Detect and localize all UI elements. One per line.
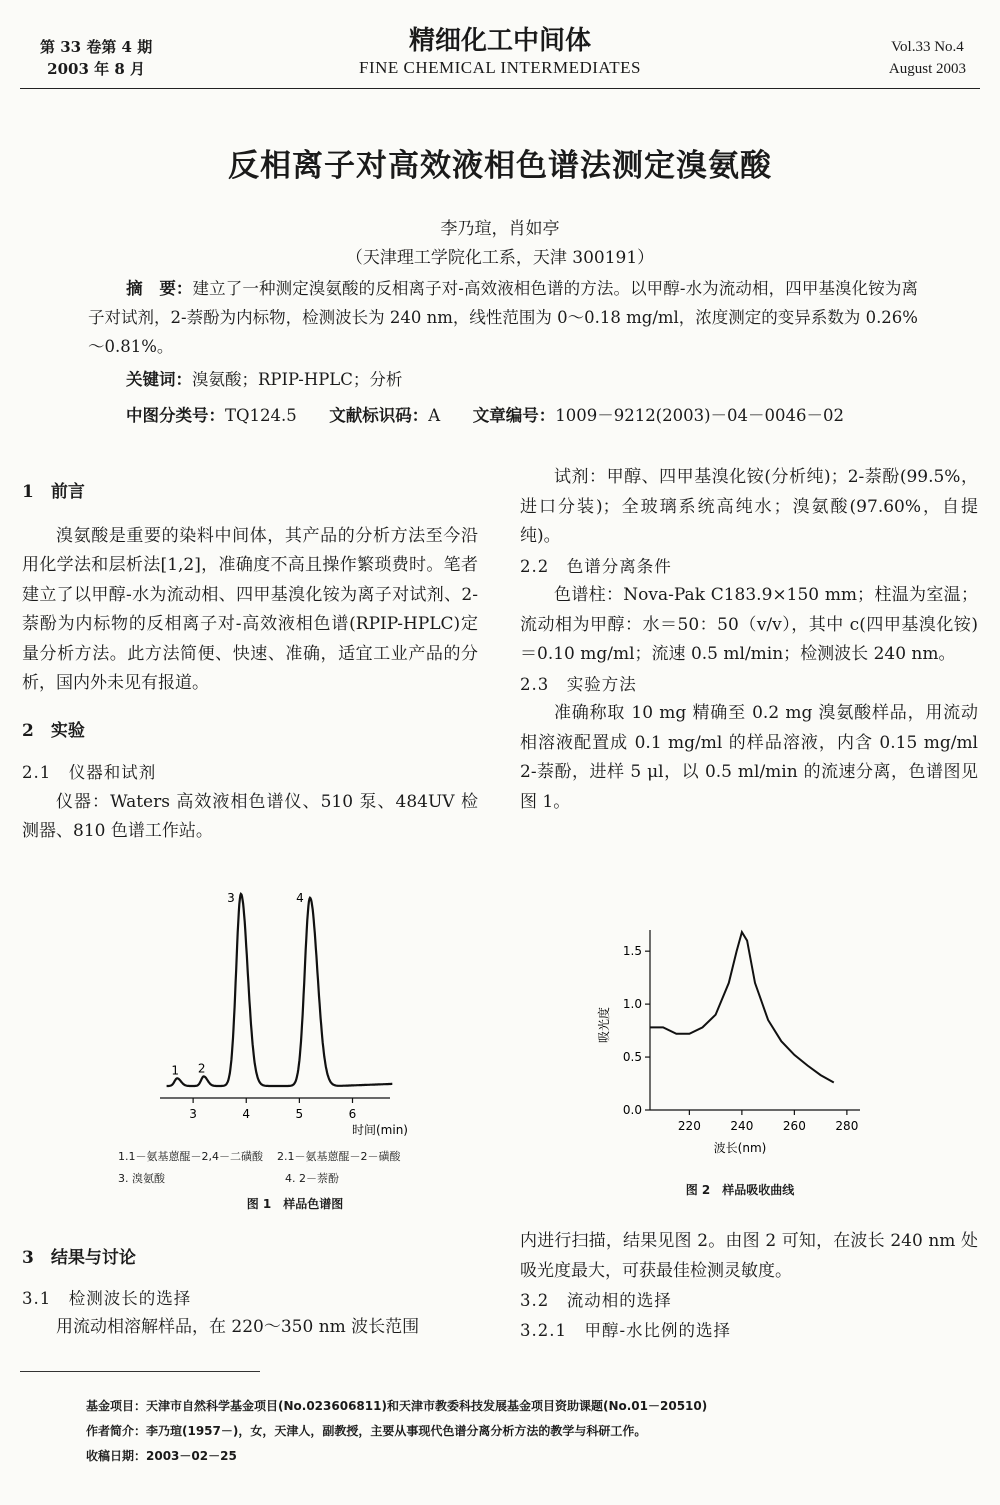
peak-label: 4: [296, 891, 304, 905]
figure-2-caption: 图 2 样品吸收曲线: [685, 1183, 795, 1197]
footnote-fund: 基金项目：天津市自然科学基金项目(No.023606811)和天津市教委科技发展基金项目资助课题(No.01－20510): [86, 1399, 708, 1413]
figure-1-caption: 图 1 样品色谱图: [246, 1197, 344, 1211]
section-3-2-1-title: 3.2.1 甲醇-水比例的选择: [520, 1320, 732, 1340]
left-column: [22, 478, 478, 847]
wavelength-tick-label: 280: [835, 1119, 859, 1133]
journal-name-en: FINE CHEMICAL INTERMEDIATES: [358, 58, 642, 77]
left-column-lower: [22, 1244, 478, 1343]
section-3-1-continued: 内进行扫描，结果见图 2。由图 2 可知，在波长 240 nm 处吸光度最大，可获最佳检测灵敏度。: [520, 1231, 978, 1281]
keywords-label: 关键词：: [126, 370, 192, 389]
doc-code-label: 文献标识码：: [329, 406, 429, 425]
absorption-curve: [650, 932, 834, 1082]
peak-label: 2: [197, 1061, 206, 1076]
section-1-title: 1 前言: [22, 482, 85, 502]
peak-label: 3: [227, 891, 235, 905]
time-axis-ticks: [189, 1098, 356, 1121]
section-3-title: 3 结果与讨论: [22, 1248, 136, 1268]
absorbance-tick-label: 0.5: [622, 1050, 642, 1065]
section-2-1-paragraph: 仪器：Waters 高效液相色谱仪、510 泵、484UV 检测器、810 色谱工作站。: [22, 791, 478, 841]
wavelength-tick-label: 240: [730, 1119, 754, 1133]
peak-label: 1: [171, 1063, 180, 1078]
volume-issue-en: Vol.33 No.4: [891, 39, 964, 55]
volume-issue: 第 33 卷第 4 期: [40, 38, 153, 56]
journal-name-zh: 精细化工中间体: [408, 26, 591, 56]
section-2-1-title: 2.1 仪器和试剂: [22, 763, 157, 782]
issue-date: 2003 年 8 月: [47, 60, 146, 78]
legend-peak-2: 2.1－氨基蒽醌－2－磺酸: [277, 1150, 401, 1163]
absorbance-tick-label: 0.0: [622, 1103, 642, 1117]
issue-date-en: August 2003: [888, 61, 966, 77]
paper-title: 反相离子对高效液相色谱法测定溴氨酸: [228, 148, 772, 184]
section-1-paragraph: 溴氨酸是重要的染料中间体，其产品的分析方法至今沿用化学法和层析法[1,2]，准确度不高且操作繁琐费时。笔者建立了以甲醇-水为流动相、四甲基溴化铵为离子对试剂、2-萘酚为内标物的反相离子对-高效液相色谱(RPIP-HPLC)定量分析方法。此方法简便、快速、准确，适宜工业产品的分析，国内外未见有报道。: [22, 525, 478, 693]
wavelength-axis-ticks: [678, 1110, 858, 1133]
section-3-2-title: 3.2 流动相的选择: [520, 1291, 672, 1310]
section-2-2-title: 2.2 色谱分离条件: [520, 556, 672, 576]
legend-peak-3: 3. 溴氨酸: [118, 1172, 165, 1185]
section-2-3-paragraph: 准确称取 10 mg 精确至 0.2 mg 溴氨酸样品，用流动相溶液配置成 0.1 mg/ml 的样品溶液，内含 0.15 mg/ml 2-萘酚，进样 5 μl，以 0.5 ml/min 的流速分离，色谱图见图 1。: [520, 703, 978, 812]
right-column-lower: [520, 1227, 978, 1345]
footnote-author: 作者简介：李乃瑄(1957－)，女，天津人，副教授，主要从事现代色谱分离分析方法的教学与科研工作。: [86, 1424, 647, 1438]
article-number-label: 文章编号：: [472, 406, 556, 425]
header-divider: [20, 88, 980, 89]
legend-peak-4: 4. 2－萘酚: [285, 1172, 339, 1185]
clc-label: 中图分类号：: [126, 406, 225, 425]
doc-code: A: [428, 406, 441, 425]
wavelength-axis-label: 波长(nm): [713, 1141, 767, 1155]
footnote-divider: [20, 1371, 260, 1372]
time-axis-label: 时间(min): [352, 1123, 408, 1137]
article-number: 1009－9212(2003)－04－0046－02: [555, 406, 845, 425]
journal-name: [0, 24, 1000, 78]
time-tick-label: 4: [242, 1107, 251, 1121]
keywords: [126, 365, 402, 394]
legend-peak-1: 1.1－氨基蒽醌－2,4－二磺酸: [118, 1150, 263, 1163]
absorbance-axis-ticks: [623, 944, 650, 1117]
classification: [126, 401, 844, 430]
wavelength-tick-label: 220: [677, 1119, 701, 1133]
section-2-2-paragraph: 色谱柱：Nova-Pak C183.9×150 mm；柱温为室温；流动相为甲醇：水＝50：50（v/v），其中 c(四甲基溴化铵)＝0.10 mg/ml；流速 0.5 ml/min；检测波长 240 nm。: [520, 585, 978, 664]
abstract-text: 建立了一种测定溴氨酸的反相离子对-高效液相色谱的方法。以甲醇-水为流动相，四甲基溴化铵为离子对试剂，2-萘酚为内标物，检测波长为 240 nm，线性范围为 0～0.18 mg/ml，浓度测定的变异系数为 0.26%～0.81%。: [88, 279, 918, 356]
section-3-1-paragraph: 用流动相溶解样品，在 220～350 nm 波长范围: [56, 1317, 420, 1337]
right-column: [520, 463, 978, 817]
abstract-label: 摘 要：: [126, 279, 193, 298]
section-3-1-title: 3.1 检测波长的选择: [22, 1288, 192, 1308]
time-tick-label: 6: [348, 1107, 357, 1121]
issue-info-en: [889, 36, 966, 80]
affiliation: （天津理工学院化工系，天津 300191）: [345, 248, 655, 268]
absorbance-axis-label: 吸光度: [597, 1006, 611, 1044]
absorbance-tick-label: 1.5: [622, 944, 642, 959]
reagents-paragraph: 试剂：甲醇、四甲基溴化铵(分析纯)；2-萘酚(99.5%，进口分装)；全玻璃系统高纯水；溴氨酸(97.60%，自提纯)。: [520, 467, 978, 546]
figure-1-legend: [118, 1146, 401, 1190]
figure-2-absorption-curve: [590, 920, 890, 1160]
time-tick-label: 5: [295, 1107, 304, 1121]
time-tick-label: 3: [189, 1107, 197, 1121]
section-2-3-title: 2.3 实验方法: [520, 674, 637, 694]
section-2-title: 2 实验: [22, 720, 85, 741]
keywords-text: 溴氨酸；RPIP-HPLC；分析: [192, 370, 403, 389]
chromatogram-trace: [167, 894, 393, 1086]
wavelength-tick-label: 260: [782, 1119, 806, 1133]
footnote-received: 收稿日期：2003－02－25: [86, 1449, 237, 1463]
absorbance-tick-label: 1.0: [622, 997, 642, 1012]
figure-1-chromatogram: [110, 888, 480, 1148]
clc-code: TQ124.5: [225, 406, 297, 425]
authors: 李乃瑄，肖如亭: [440, 219, 560, 239]
abstract: [88, 274, 918, 361]
